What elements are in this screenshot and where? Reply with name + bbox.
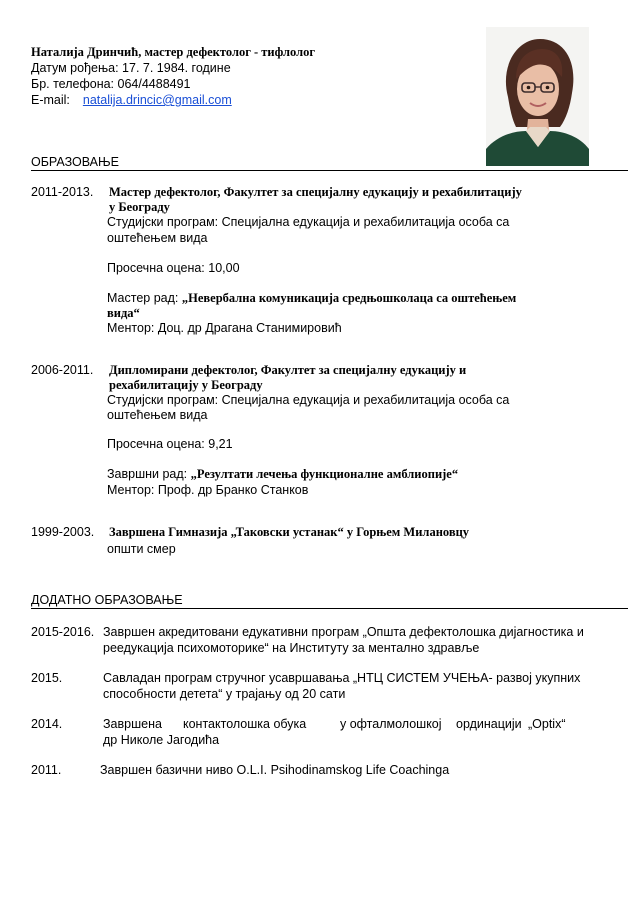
additional-item-1-years: 2015-2016. [31, 625, 95, 639]
school-years: 1999-2003. [31, 525, 95, 539]
date-of-birth: Датум рођења: 17. 7. 1984. године [31, 61, 231, 75]
bachelor-degree-line-2: рехабилитацију у Београду [109, 378, 263, 392]
bachelor-years: 2006-2011. [31, 363, 94, 377]
additional-item-2-years: 2015. [31, 671, 63, 685]
additional-item-3-word-2: контактолошка обука [183, 717, 307, 731]
bachelor-program-line-2: оштећењем вида [107, 408, 208, 422]
additional-item-4-years: 2011. [31, 763, 62, 777]
school-track: општи смер [107, 542, 176, 556]
email-link[interactable]: natalija.drincic@gmail.com [82, 93, 232, 107]
bachelor-degree-line-1: Дипломирани дефектолог, Факултет за специјалну едукацију и [109, 363, 467, 377]
additional-item-2-line-1: Савладан програм стручног усавршавања „НТЦ СИСТЕМ УЧЕЊА- развој укупних [103, 671, 581, 685]
phone-number: Бр. телефона: 064/4488491 [31, 77, 191, 91]
portrait-photo [486, 27, 589, 166]
candidate-name: Наталија Дринчић, мастер дефектолог - тифлолог [31, 45, 316, 59]
education-divider [31, 170, 628, 171]
master-thesis-line-1 [107, 290, 516, 306]
master-program-line-2: оштећењем вида [107, 231, 208, 245]
master-program-line-1: Студијски програм: Специјална едукација и рехабилитација особа са [107, 215, 510, 229]
additional-item-3-years: 2014. [31, 717, 63, 731]
school-name: Завршена Гимназија „Таковски устанак“ у Горњем Милановцу [109, 525, 470, 539]
additional-item-1-line-1: Завршен акредитовани едукативни програм „Општа дефектолошка дијагностика и [103, 625, 584, 639]
bachelor-thesis [107, 466, 458, 482]
additional-item-2-line-2: способности детета“ у трајању од 20 сати [103, 687, 346, 701]
bachelor-thesis-label: Завршни рад: [107, 467, 191, 481]
additional-divider [31, 608, 628, 609]
master-degree-line-2: у Београду [109, 200, 170, 214]
additional-item-1-line-2: реедукација психомоторике“ на Институту за ментално здравље [103, 641, 480, 655]
bachelor-mentor: Ментор: Проф. др Бранко Станков [107, 483, 309, 497]
additional-item-3-line-2: др Николе Јагодића [103, 733, 220, 747]
additional-item-3-word-5: „Optix“ [528, 717, 566, 731]
master-thesis-label: Мастер рад: [107, 291, 182, 305]
additional-item-4-line-1: Завршен базични ниво O.L.I. Psihodinamskog Life Coachinga [100, 763, 450, 777]
master-thesis-line-2: вида“ [107, 306, 140, 320]
email-label: E-mail: [31, 93, 70, 107]
additional-item-3-word-3: у офталмолошкој [340, 717, 442, 731]
education-section-title: ОБРАЗОВАЊЕ [31, 155, 119, 169]
bachelor-thesis-title: „Резултати лечења функционалне амблиопије“ [190, 467, 459, 481]
portrait-photo-icon [486, 27, 589, 166]
bachelor-program-line-1: Студијски програм: Специјална едукација и рехабилитација особа са [107, 393, 510, 407]
email-line [31, 92, 232, 108]
master-degree-line-1: Мастер дефектолог, Факултет за специјалну едукацију и рехабилитацију [109, 185, 522, 199]
master-mentor: Ментор: Доц. др Драгана Станимировић [107, 321, 342, 335]
additional-section-title: ДОДАТНО ОБРАЗОВАЊЕ [31, 593, 183, 607]
additional-item-3-word-1: Завршена [103, 717, 162, 731]
bachelor-grade: Просечна оцена: 9,21 [107, 437, 233, 451]
master-years: 2011-2013. [31, 185, 94, 199]
master-thesis-title-1: „Невербална комуникација средњошколаца са оштећењем [181, 291, 517, 305]
master-grade: Просечна оцена: 10,00 [107, 261, 240, 275]
additional-item-3-word-4: ординацији [456, 717, 522, 731]
